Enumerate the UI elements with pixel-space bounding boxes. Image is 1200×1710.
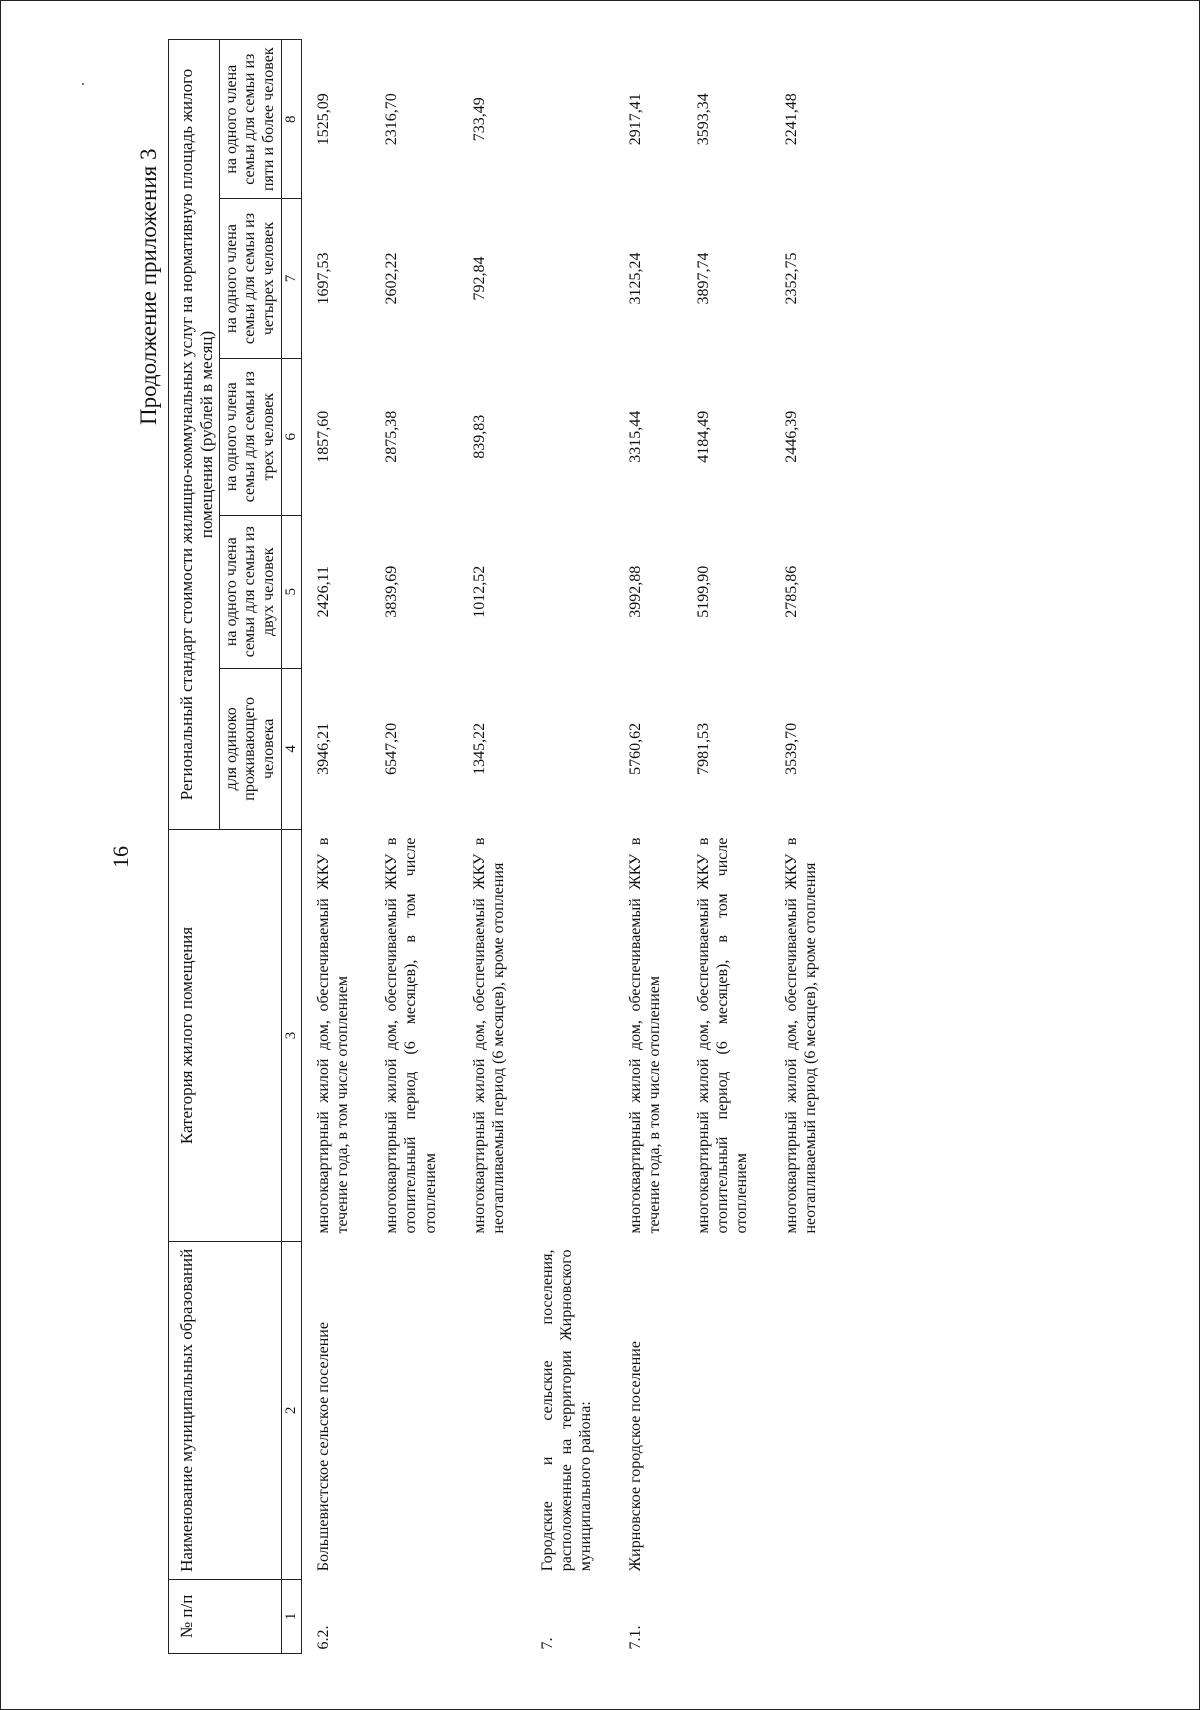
header-name: Наименование муниципальных образований (169, 1242, 282, 1580)
column-number: 7 (282, 199, 302, 358)
value-three: 2446,39 (782, 410, 800, 463)
table-row (376, 40, 464, 1654)
column-number: 3 (282, 830, 302, 1242)
value-two: 3992,88 (626, 565, 644, 618)
value-four: 1697,53 (314, 252, 332, 305)
value-five-plus: 3593,34 (695, 93, 713, 146)
tariff-table (168, 39, 844, 1654)
header-num: № п/п (169, 1579, 282, 1653)
row-number: 6.2. (314, 1625, 332, 1650)
header-category: Категория жилого помещения (169, 830, 282, 1242)
value-four: 3125,24 (626, 252, 644, 305)
header-col8: на одного члена семьи для семьи из пяти и более человек (220, 40, 282, 199)
column-number-row (282, 40, 302, 1654)
value-single: 3946,21 (314, 722, 332, 775)
value-three: 3315,44 (626, 410, 644, 463)
value-three: 1857,60 (314, 410, 332, 463)
value-single: 1345,22 (470, 722, 488, 775)
value-two: 2785,86 (782, 565, 800, 618)
value-single (532, 668, 620, 829)
table-row (301, 40, 376, 1654)
value-five-plus: 2241,48 (782, 93, 800, 146)
column-number: 4 (282, 668, 302, 829)
row-number (776, 1579, 844, 1653)
value-two: 5199,90 (695, 565, 713, 618)
value-single: 5760,62 (626, 722, 644, 775)
table-row (464, 40, 532, 1654)
row-number (376, 1579, 464, 1653)
value-four: 2602,22 (383, 252, 401, 305)
column-number: 2 (282, 1242, 302, 1580)
table-row (776, 40, 844, 1654)
municipality-name (776, 1242, 844, 1580)
value-three: 839,83 (470, 414, 488, 459)
municipality-name (376, 1242, 464, 1580)
row-number (688, 1579, 776, 1653)
value-five-plus: 1525,09 (314, 93, 332, 146)
municipality-name: Большевистское сельское поселение (314, 1322, 332, 1572)
municipality-name (464, 1242, 532, 1580)
value-four: 2352,75 (782, 252, 800, 305)
column-number: 1 (282, 1579, 302, 1653)
municipality-name (688, 1242, 776, 1580)
value-two (532, 515, 620, 668)
value-single: 7981,53 (695, 722, 713, 775)
header-col7: на одного члена семьи для семьи из четырех человек (220, 199, 282, 358)
housing-category (532, 830, 620, 1242)
value-two: 2426,11 (314, 566, 332, 618)
municipality-name: Городские и сельские поселения, расположенные на территории Жирновского муниципального района: (539, 1249, 595, 1572)
housing-category: многоквартирный жилой дом, обеспечиваемый ЖКУ в неотапливаемый период (6 месяцев), кроме отопления (470, 837, 507, 1234)
value-two: 1012,52 (470, 565, 488, 618)
value-two: 3839,69 (383, 565, 401, 618)
column-number: 8 (282, 40, 302, 199)
housing-category: многоквартирный жилой дом, обеспечиваемый ЖКУ в отопительный период (6 месяцев), в том числе отоплением (383, 837, 439, 1234)
continuation-heading: Продолжение приложения 3 (136, 148, 161, 425)
page-number: 16 (108, 846, 133, 868)
header-col5: на одного члена семьи для семьи из двух человек (220, 515, 282, 668)
row-number: 7.1. (626, 1625, 644, 1650)
row-number (464, 1579, 532, 1653)
header-col4: для одиноко проживающего человека (220, 668, 282, 829)
value-three: 2875,38 (383, 410, 401, 463)
table-row (532, 40, 620, 1654)
housing-category: многоквартирный жилой дом, обеспечиваемый ЖКУ в течение года, в том числе отоплением (314, 837, 351, 1234)
column-number: 5 (282, 515, 302, 668)
value-four: 3897,74 (695, 252, 713, 305)
scan-speck (82, 83, 84, 85)
value-single: 6547,20 (383, 722, 401, 775)
housing-category: многоквартирный жилой дом, обеспечиваемый ЖКУ в течение года, в том числе отоплением (626, 837, 663, 1234)
value-four: 792,84 (470, 256, 488, 301)
table-row (688, 40, 776, 1654)
housing-category: многоквартирный жилой дом, обеспечиваемый ЖКУ в отопительный период (6 месяцев), в том числе отоплением (695, 837, 751, 1234)
value-three (532, 358, 620, 515)
row-number: 7. (539, 1637, 557, 1650)
table-row (620, 40, 688, 1654)
column-number: 6 (282, 358, 302, 515)
municipality-name: Жирновское городское поселение (626, 1341, 644, 1572)
header-standard-group: Региональный стандарт стоимости жилищно-коммунальных услуг на нормативную площадь жилого помещения (рублей в месяц) (169, 40, 220, 830)
value-single: 3539,70 (782, 722, 800, 775)
value-five-plus: 2917,41 (626, 93, 644, 146)
value-four (532, 199, 620, 358)
value-five-plus: 2316,70 (383, 93, 401, 146)
value-five-plus: 733,49 (470, 97, 488, 142)
value-three: 4184,49 (695, 410, 713, 463)
header-col6: на одного члена семьи для семьи из трех человек (220, 358, 282, 515)
housing-category: многоквартирный жилой дом, обеспечиваемый ЖКУ в неотапливаемый период (6 месяцев), кроме отопления (782, 837, 819, 1234)
value-five-plus (532, 40, 620, 199)
